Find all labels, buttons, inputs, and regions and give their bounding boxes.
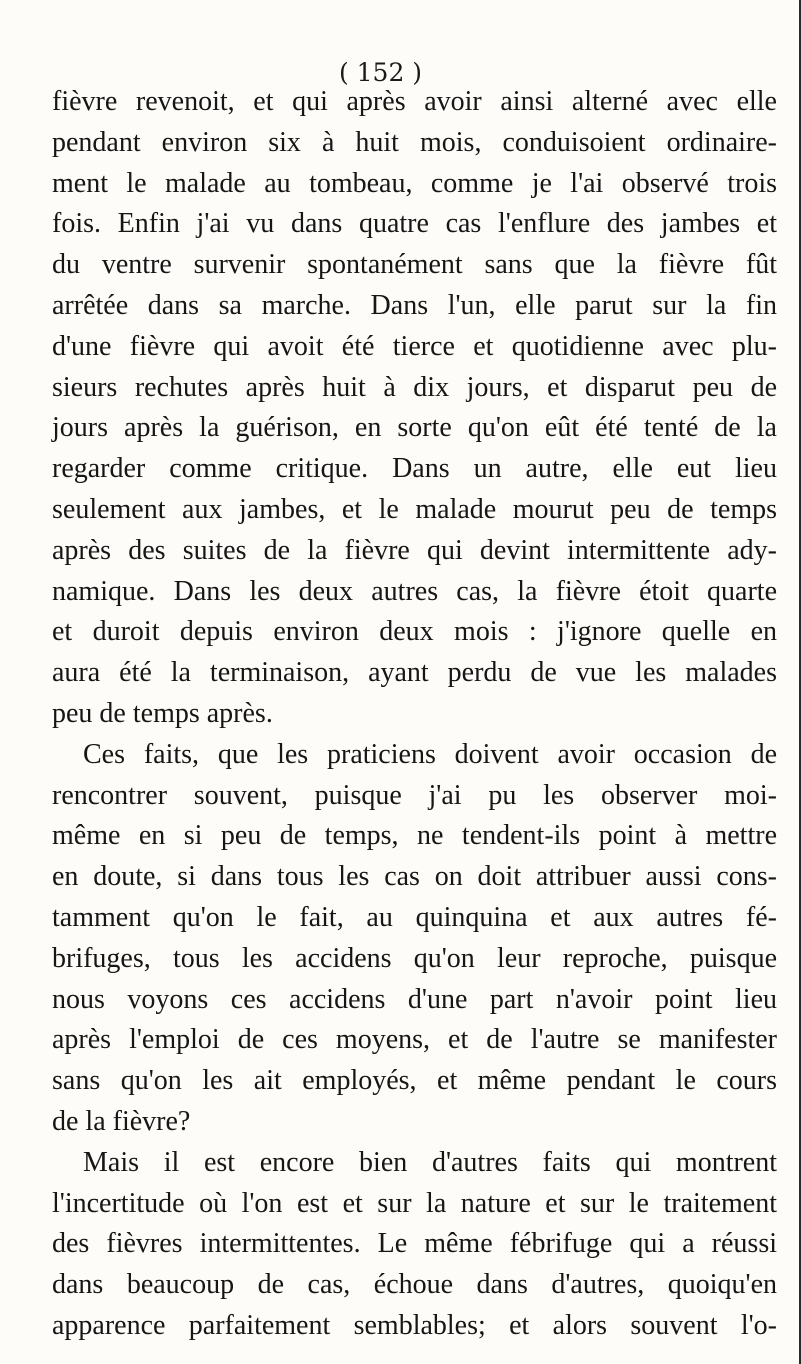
text-line: brifuges, tous les accidens qu'on leur reproche, puisque bbox=[52, 942, 777, 974]
text-line: et duroit depuis environ deux mois : j'ignore quelle en bbox=[52, 616, 777, 648]
text-line: pendant environ six à huit mois, conduisoient ordinaire- bbox=[52, 126, 777, 158]
text-line: jours après la guérison, en sorte qu'on eût été tenté de la bbox=[52, 412, 777, 444]
body-text bbox=[52, 82, 777, 1347]
text-line: apparence parfaitement semblables; et alors souvent l'o- bbox=[52, 1309, 777, 1341]
text-line: en doute, si dans tous les cas on doit attribuer aussi cons- bbox=[52, 861, 777, 893]
text-line: d'une fièvre qui avoit été tierce et quotidienne avec plu- bbox=[52, 330, 777, 362]
text-line: l'incertitude où l'on est et sur la nature et sur le traitement bbox=[52, 1187, 777, 1219]
text-line: aura été la terminaison, ayant perdu de vue les malades bbox=[52, 657, 777, 689]
text-line: après l'emploi de ces moyens, et de l'autre se manifester bbox=[52, 1024, 777, 1056]
text-line: fièvre revenoit, et qui après avoir ainsi alterné avec elle bbox=[52, 86, 777, 117]
text-line: sieurs rechutes après huit à dix jours, et disparut peu de bbox=[52, 371, 777, 403]
text-line: fois. Enfin j'ai vu dans quatre cas l'enflure des jambes et bbox=[52, 208, 777, 240]
text-line: sans qu'on les ait employés, et même pendant le cours bbox=[52, 1065, 777, 1097]
text-line: seulement aux jambes, et le malade mourut peu de temps bbox=[52, 493, 777, 525]
page-number: ( 152 ) bbox=[338, 58, 423, 87]
text-line: ment le malade au tombeau, comme je l'ai observé trois bbox=[52, 167, 777, 199]
text-line: namique. Dans les deux autres cas, la fièvre étoit quarte bbox=[52, 575, 777, 607]
text-line: même en si peu de temps, ne tendent-ils point à mettre bbox=[52, 820, 777, 852]
text-line: arrêtée dans sa marche. Dans l'un, elle parut sur la fin bbox=[52, 289, 777, 321]
text-line: nous voyons ces accidens d'une part n'avoir point lieu bbox=[52, 983, 777, 1015]
text-line: tamment qu'on le fait, au quinquina et aux autres fé- bbox=[52, 901, 777, 933]
text-line: Mais il est encore bien d'autres faits qui montrent bbox=[83, 1146, 777, 1178]
text-line: du ventre survenir spontanément sans que la fièvre fût bbox=[52, 249, 777, 281]
text-line: de la fièvre? bbox=[52, 1105, 191, 1137]
text-line: rencontrer souvent, puisque j'ai pu les observer moi- bbox=[52, 779, 777, 811]
text-line: des fièvres intermittentes. Le même fébrifuge qui a réussi bbox=[52, 1228, 777, 1260]
text-line: regarder comme critique. Dans un autre, elle eut lieu bbox=[52, 453, 777, 485]
text-line: dans beaucoup de cas, échoue dans d'autres, quoiqu'en bbox=[52, 1269, 777, 1301]
text-line: Ces faits, que les praticiens doivent avoir occasion de bbox=[83, 738, 777, 770]
text-line: après des suites de la fièvre qui devint intermittente ady- bbox=[52, 534, 777, 566]
text-line: peu de temps après. bbox=[52, 697, 273, 729]
